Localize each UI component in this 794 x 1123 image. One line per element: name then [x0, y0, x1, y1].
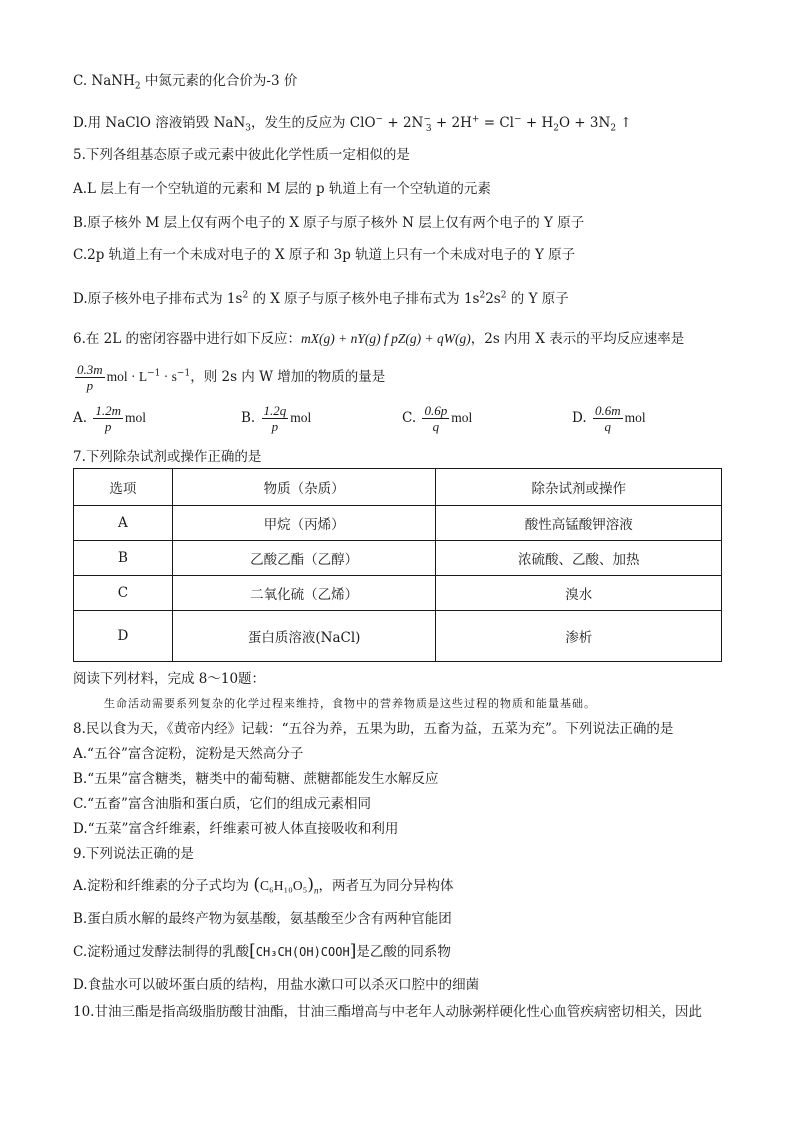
- cell-option: C: [74, 576, 173, 611]
- q8-option-b: B.“五果”富含糖类，糖类中的葡萄糖、蔗糖都能发生水解反应: [73, 771, 439, 787]
- q5-stem: 5.下列各组基态原子或元素中彼此化学性质一定相似的是: [73, 147, 410, 163]
- cell-substance: 乙酸乙酯（乙醇）: [172, 541, 436, 576]
- q8-option-a: A.“五谷”富含淀粉，淀粉是天然高分子: [73, 746, 304, 762]
- q9-option-b: B.蛋白质水解的最终产物为氨基酸，氨基酸至少含有两种官能团: [73, 911, 452, 927]
- q9-option-d: D.食盐水可以破坏蛋白质的结构，用盐水漱口可以杀灭口腔中的细菌: [73, 977, 480, 993]
- q5-option-b: B.原子核外 M 层上仅有两个电子的 X 原子与原子核外 N 层上仅有两个电子的 Y 原子: [73, 215, 585, 231]
- cell-method: 渗析: [436, 611, 722, 662]
- q4-option-c: C. NaNH$_2$ 中氮元素的化合价为-3 价: [73, 73, 298, 92]
- rate-fraction: $\frac{0.3m}{p}$: [77, 362, 103, 393]
- header-method: 除杂试剂或操作: [436, 469, 722, 506]
- cell-substance: 蛋白质溶液(NaCl): [172, 611, 436, 662]
- q9-option-a: A.淀粉和纤维素的分子式均为 $(C_6H_{10}O_5)_n$，两者互为同分异构体: [73, 875, 454, 896]
- q6-stem: 6.在 2L 的密闭容器中进行如下反应：mX(g) + nY(g) f pZ(g) + qW(g)，2s 内用 X 表示的平均反应速率是: [73, 331, 685, 347]
- q8-stem: 8.民以食为天，《黄帝内经》记载：“五谷为养，五果为助，五畜为益，五菜为充”。下列说法正确的是: [73, 721, 674, 737]
- q10-stem: 10.甘油三酯是指高级脂肪酸甘油酯，甘油三酯增高与中老年人动脉粥样硬化性心血管疾病密切相关，因此: [73, 1004, 702, 1020]
- q6-option-c: C. $\frac{0.6p}{q}$ mol: [402, 403, 473, 434]
- q7-table: [73, 468, 722, 662]
- cell-option: B: [74, 541, 173, 576]
- reading-intro: 阅读下列材料，完成 8～10题：: [73, 671, 266, 687]
- q8-option-d: D.“五菜”富含纤维素，纤维素可被人体直接吸收和利用: [73, 821, 399, 837]
- q5-option-c: C.2p 轨道上有一个未成对电子的 X 原子和 3p 轨道上只有一个未成对电子的 Y 原子: [73, 247, 576, 263]
- q6-option-d: D. $\frac{0.6m}{q}$ mol: [572, 403, 646, 434]
- q6-option-b: B. $\frac{1.2q}{p}$ mol: [241, 403, 312, 434]
- cell-option: D: [74, 611, 173, 662]
- header-substance: 物质（杂质）: [172, 469, 436, 506]
- table-row: [74, 611, 722, 662]
- q6-rate: $\frac{0.3m}{p}$ mol · $L^{-1} \cdot s^{-1}$，则 2s 内 W 增加的物质的量是: [77, 362, 386, 393]
- q9-stem: 9.下列说法正确的是: [73, 846, 194, 862]
- header-option: 选项: [74, 469, 173, 506]
- q7-stem: 7.下列除杂试剂或操作正确的是: [73, 449, 262, 465]
- cell-substance: 二氧化硫（乙烯）: [172, 576, 436, 611]
- q9-option-c: C.淀粉通过发酵法制得的乳酸[CH₃CH(OH)COOH]是乙酸的同系物: [73, 941, 451, 961]
- q4-option-d: D.用 NaClO 溶液销毁 NaN$_3$，发生的反应为 $ClO^- + 2N^-_3 + 2H^+ = Cl^- + H_2O + 3N_2$ ↑: [73, 114, 632, 134]
- table-row: [74, 576, 722, 611]
- cell-method: 酸性高锰酸钾溶液: [436, 506, 722, 541]
- cell-option: A: [74, 506, 173, 541]
- q5-option-a: A.L 层上有一个空轨道的元素和 M 层的 p 轨道上有一个空轨道的元素: [73, 181, 491, 197]
- table-header-row: [74, 469, 722, 506]
- cell-method: 溴水: [436, 576, 722, 611]
- q5-option-d: D.原子核外电子排布式为 $1s^2$ 的 X 原子与原子核外电子排布式为 $1s^22s^2$ 的 Y 原子: [73, 290, 569, 307]
- table-row: [74, 541, 722, 576]
- cell-substance: 甲烷（丙烯）: [172, 506, 436, 541]
- table-row: [74, 506, 722, 541]
- q8-option-c: C.“五畜”富含油脂和蛋白质，它们的组成元素相同: [73, 796, 371, 812]
- q6-option-a: A. $\frac{1.2m}{p}$ mol: [73, 403, 146, 434]
- reading-material: 生命活动需要系列复杂的化学过程来维持，食物中的营养物质是这些过程的物质和能量基础。: [104, 697, 596, 710]
- cell-method: 浓硫酸、乙酸、加热: [436, 541, 722, 576]
